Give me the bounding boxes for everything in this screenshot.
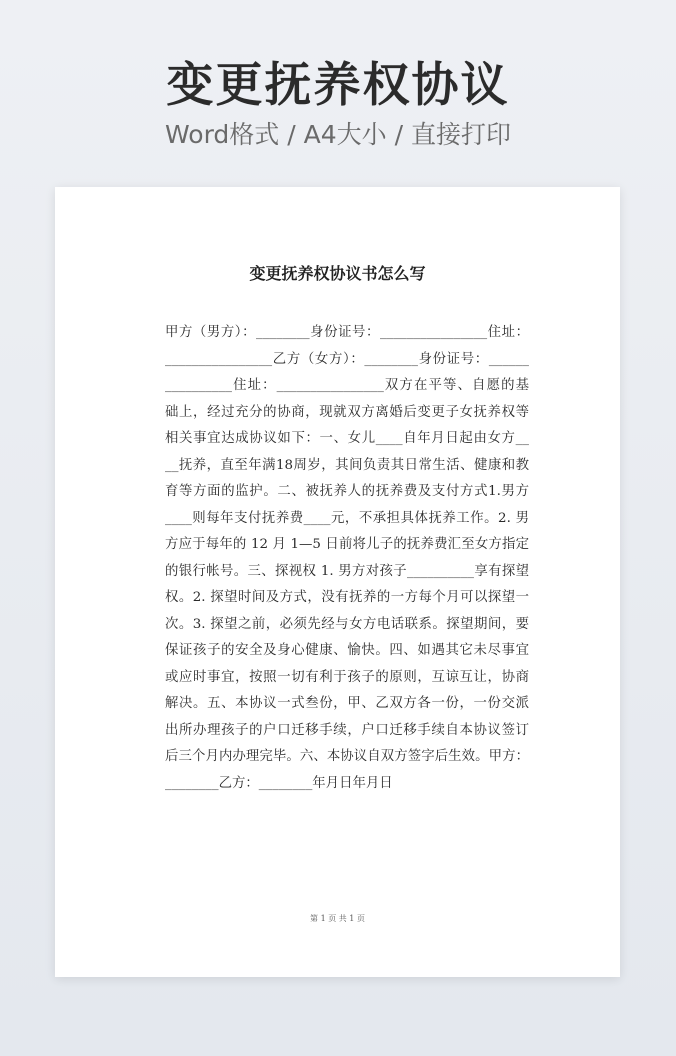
- body-line: 次。3. 探望之前，必须先经与女方电话联系。探望期间，要: [165, 616, 529, 632]
- body-line: 育等方面的监护。二、被抚养人的抚养费及支付方式1.男方: [165, 484, 529, 499]
- body-line: __________住址：________________双方在平等、自愿的基: [165, 378, 529, 393]
- body-line: 或应时事宜，按照一切有利于孩子的原则，互谅互让，协商: [165, 669, 529, 685]
- header-subtitle: Word格式 / A4大小 / 直接打印: [165, 120, 511, 149]
- document-page: [55, 187, 620, 977]
- document-body: [165, 320, 529, 797]
- body-line: 相关事宜达成协议如下：一、女儿____自年月日起由女方__: [165, 431, 529, 446]
- body-line: 解决。五、本协议一式叁份，甲、乙双方各一份，一份交派: [165, 696, 529, 711]
- document-title: 变更抚养权协议书怎么写: [249, 264, 426, 283]
- body-line: 保证孩子的安全及身心健康、愉快。四、如遇其它未尽事宜: [165, 643, 529, 658]
- body-line: 甲方（男方）：________身份证号：________________住址：: [165, 325, 529, 340]
- body-line: 后三个月内办理完毕。六、本协议自双方签字后生效。甲方：: [165, 749, 529, 764]
- body-line: 权。2. 探望时间及方式，没有抚养的一方每个月可以探望一: [165, 590, 529, 605]
- body-line: 出所办理孩子的户口迁移手续，户口迁移手续自本协议签订: [165, 722, 529, 738]
- page-number-footer: 第 1 页 共 1 页: [310, 914, 365, 923]
- header-title: 变更抚养权协议: [166, 58, 510, 113]
- body-line: 方应于每年的 12 月 1—5 日前将儿子的抚养费汇至女方指定: [165, 537, 529, 552]
- body-line-last: ________乙方：________年月日年月日: [165, 775, 393, 791]
- body-line: 的银行帐号。三、探视权 1. 男方对孩子__________享有探望: [165, 563, 529, 579]
- body-line: __抚养，直至年满18周岁，其间负责其日常生活、健康和教: [165, 457, 529, 473]
- body-line: ____则每年支付抚养费____元，不承担具体抚养工作。2. 男: [165, 510, 529, 526]
- body-line: ________________乙方（女方）：________身份证号：______: [165, 351, 529, 367]
- body-line: 础上，经过充分的协商，现就双方离婚后变更子女抚养权等: [165, 404, 529, 420]
